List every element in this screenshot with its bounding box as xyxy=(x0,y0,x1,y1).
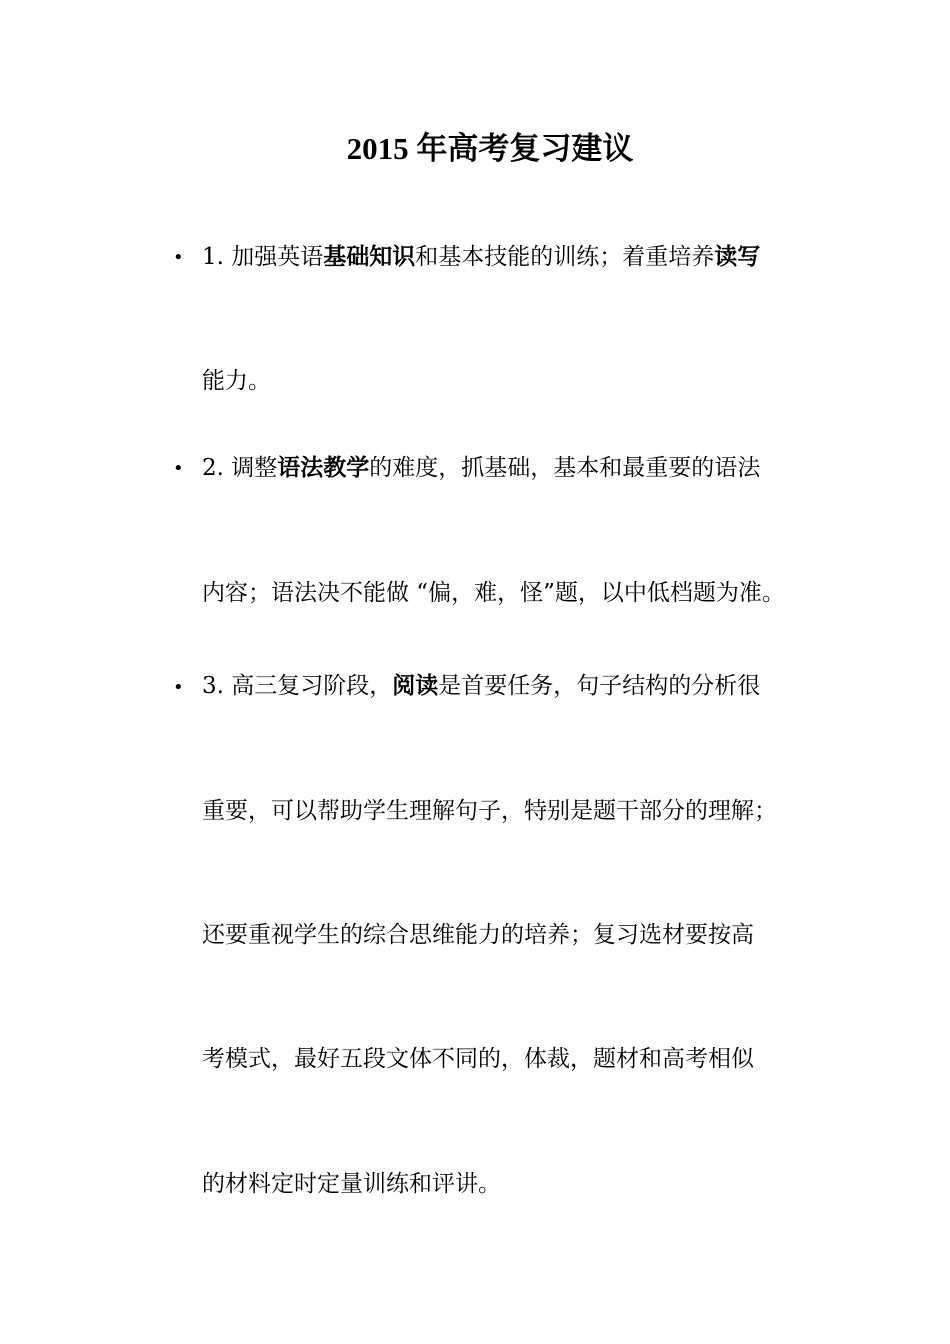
text-run: 重要，可以帮助学生理解句子，特别是题干部分的理解； xyxy=(202,798,777,824)
bullet-marker: • xyxy=(173,677,184,698)
item-2-line-2 xyxy=(202,577,785,609)
text-run: 1. 加强英语 xyxy=(202,244,324,270)
text-run: 能力。 xyxy=(202,368,271,394)
item-3-line-1 xyxy=(202,670,760,702)
text-run: 考模式，最好五段文体不同的，体裁，题材和高考相似 xyxy=(202,1046,754,1072)
text-run: 的难度，抓基础，基本和最重要的语法 xyxy=(369,455,761,481)
text-run: 2. 调整 xyxy=(202,455,278,481)
text-run: 内容；语法决不能做 “偏，难，怪”题，以中低档题为准。 xyxy=(202,580,785,606)
text-run: 还要重视学生的综合思维能力的培养；复习选材要按高 xyxy=(202,922,754,948)
text-run: 和基本技能的训练；着重培养 xyxy=(415,244,715,270)
item-2-line-1 xyxy=(202,452,760,484)
bold-text-run: 基础知识 xyxy=(323,243,416,270)
bullet-marker: • xyxy=(173,458,184,479)
bullet-marker: • xyxy=(173,247,184,268)
document-title: 2015 年高考复习建议 xyxy=(346,131,634,166)
text-run: 的材料定时定量训练和评讲。 xyxy=(202,1171,501,1197)
item-3-line-4 xyxy=(202,1043,754,1075)
item-3-line-3 xyxy=(202,919,754,951)
item-1-line-2 xyxy=(202,365,271,397)
bold-text-run: 语法教学 xyxy=(277,454,370,481)
bold-text-run: 读写 xyxy=(714,243,761,270)
item-1-line-1 xyxy=(202,241,760,273)
bold-text-run: 阅读 xyxy=(392,672,439,699)
item-3-line-2 xyxy=(202,795,777,827)
item-3-line-5 xyxy=(202,1168,501,1200)
text-run: 3. 高三复习阶段， xyxy=(202,673,393,699)
text-run: 是首要任务，句子结构的分析很 xyxy=(438,673,761,699)
